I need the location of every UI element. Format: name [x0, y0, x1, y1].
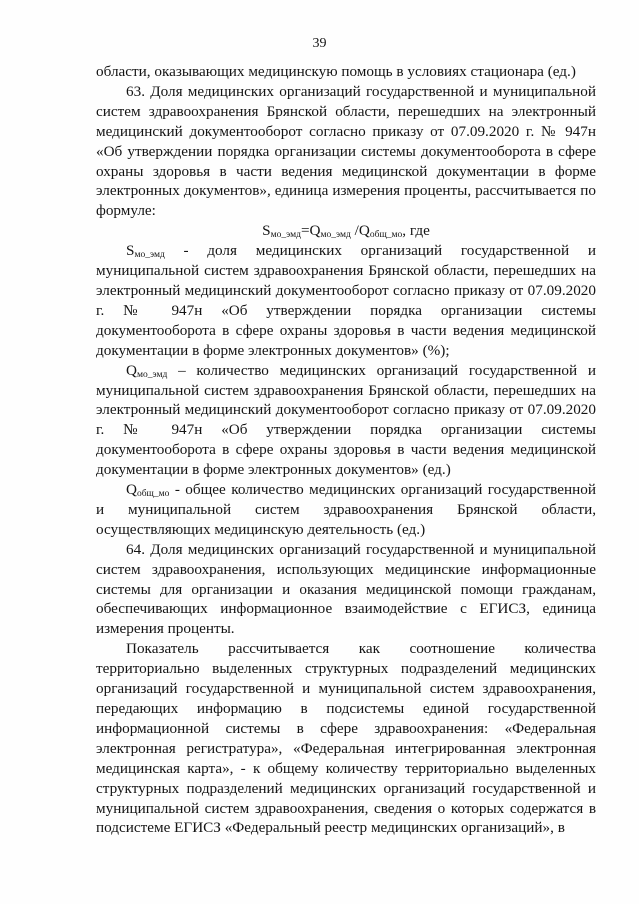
- item-64-paragraph: 64. Доля медицинских организаций государственной и муниципальной систем здравоохранения, использующих медицинские информационные системы для организации и оказания медицинской помощи гражданам, обеспечивающих информационное взаимодействие с ЕГИСЗ, единица измерения проценты.: [96, 540, 596, 638]
- def-q2-symbol: Q: [126, 481, 137, 499]
- def-q-text: – количество медицинских организаций государственной и муниципальной систем здравоохранения Брянской области, перешедших на электронный медицинский документооборот согласно приказу от 07.09.2020 г. № 947н «Об утверждении порядка организации системы документооборота в сфере охраны здоровья в части ведения медицинской документации в форме электронных документов» (ед.): [96, 361, 596, 479]
- formula-tail: , где: [402, 222, 430, 240]
- formula-s: S: [262, 222, 271, 240]
- def-q-symbol: Q: [126, 361, 137, 379]
- def-s-symbol: S: [126, 242, 135, 260]
- formula-q-sub: мо_эмд: [320, 230, 351, 241]
- def-s-text: - доля медицинских организаций государственной и муниципальной систем здравоохранения Брянской области, перешедших на электронный медицинский документооборот согласно приказу от 07.09.2020 г. № 947н «Об утверждении порядка организации системы документооборота в сфере охраны здоровья в части ведения медицинской документации в форме электронных документов» (%);: [96, 242, 596, 359]
- continuation-line: области, оказывающих медицинскую помощь в условиях стационара (ед.): [96, 63, 576, 80]
- page-number: 39: [312, 36, 327, 51]
- definition-q-total: [96, 480, 596, 540]
- def-s-sub: мо_эмд: [134, 250, 165, 261]
- def-q-sub: мо_эмд: [136, 369, 168, 380]
- def-q2-text: - общее количество медицинских организаций государственной и муниципальной систем здравоохранения Брянской области, осуществляющих медицинскую деятельность (ед.): [96, 481, 596, 538]
- formula-eq: =Q: [300, 222, 321, 240]
- definition-s: [96, 241, 596, 360]
- formula: [96, 221, 596, 241]
- definition-q: [96, 361, 596, 480]
- formula-s-sub: мо_эмд: [270, 230, 301, 241]
- document-body: [96, 62, 596, 838]
- formula-div: /Q: [350, 222, 370, 240]
- item-63-paragraph: 63. Доля медицинских организаций государственной и муниципальной систем здравоохранения Брянской области, перешедших на электронный медицинский документооборот согласно приказу от 07.09.2020 г. № 947н «Об утверждении порядка организации системы документооборота в сфере охраны здоровья в части ведения медицинской документации в форме электронных документов», единица измерения проценты, рассчитывается по формуле:: [96, 82, 596, 220]
- def-q2-sub: общ_мо: [136, 489, 170, 500]
- indicator-paragraph: Показатель рассчитывается как соотношение количества территориально выделенных структурных подразделений медицинских организаций государственной и муниципальной систем здравоохранения, передающих информацию в подсистемы единой государственной информационной системы в сфере здравоохранения: «Федеральная электронная регистратура», «Федеральная интегрированная электронная медицинская карта», - к общему количеству территориально выделенных структурных подразделений медицинских организаций государственной и муниципальной систем здравоохранения, сведения о которых содержатся в подсистеме ЕГИСЗ «Федеральный реестр медицинских организаций», в: [96, 640, 596, 837]
- formula-q2-sub: общ_мо: [369, 230, 403, 241]
